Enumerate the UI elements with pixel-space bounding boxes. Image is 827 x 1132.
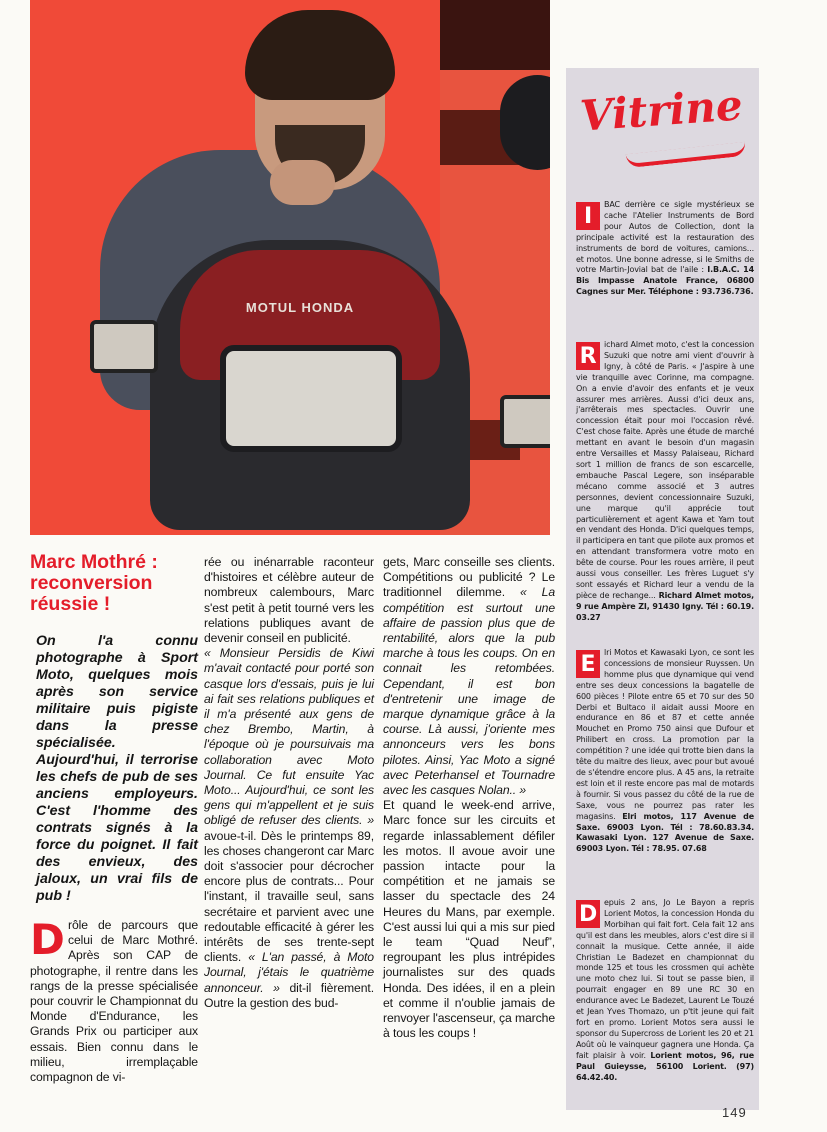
vitrine-sidebar (566, 68, 759, 1110)
drop-cap: R (576, 342, 600, 370)
sidebar-entry (576, 340, 754, 624)
column-text: dit-il fièrement. Outre la gestion des bud- (204, 980, 374, 1010)
column-text: rée ou inénarrable raconteur d'histoires et célèbre auteur de nombreux calembours, Marc s'est petit à petit tourné vers les relations publiques avant de devenir conseil en publicité. (204, 555, 374, 646)
entry-text: lri Motos et Kawasaki Lyon, ce sont les concessions de monsieur Ruyssen. Un homme plus que dynamique qui vend entre ses deux concessions la bagatelle de 600 pièces ! Pilote entre 65 et 70 sur des 50 Derbi et Bultaco il aidait aussi Moore en endurance en 86 et 87 et cette année Mouchet en Promo 750 ainsi que Dufour et Philibert en cross. La promotion par la compétition ? une idée qui trotte bien dans la tête du maitre des lieux, avec pour but avoué de s'étendre encore plus. A 45 ans, la retraite est loin et il reste encore pas mal de motards à fournir. Si vous passez du côté de la rue de Saxe, vous ne pourrez pas rater les magasins. (576, 648, 754, 821)
entry-text: BAC derrière ce sigle mystérieux se cache l'Atelier Instruments de Bord pour Autos de Collection, dont la principale activité est la restauration des instruments de bord de voitures, camions... et motos. Une bonne adresse, si le Smiths de votre Martin-Jovial bat de l'aile : (576, 200, 754, 275)
rider-hand (270, 160, 335, 205)
vitrine-logo: Vitrine (578, 80, 745, 141)
entry-address: I.B.A.C. 14 Bis Impasse Anatole France, 06800 Cagnes sur Mer. Téléphone : 93.736.736. (576, 265, 754, 297)
entry-address: Elri motos, 117 Avenue de Saxe. 69003 Lyon. Tél : 78.60.83.34. Kawasaki Lyon. 127 Avenue de Saxe. 69003 Lyon. Tél : 78.95. 07.68 (576, 811, 754, 854)
column-quote: « Monsieur Persidis de Kiwi m'avait contacté pour porté son casque lors d'essais, puis je lui ai fait ses relations publiques et il m'a présenté aux gens de chez Brembo, Martin, à l'époque où je poursuivais ma collaboration avec Moto Journal. Ce fut ensuite Yac Moto... Aujourd'hui, ce sont les gens qui m'appellent et je suis obligé de refuser des clients. » (204, 646, 374, 828)
drop-cap: D (30, 915, 65, 964)
entry-text: epuis 2 ans, Jo Le Bayon a repris Lorient Motos, la concession Honda du Morbihan qui fait fort. Cela fait 12 ans qu'il est dans les meubles, alors c'est dire si il connait la musique. Cette année, il aide Christian Le Badezet en championnat du monde 125 et tous les crossmen qui achète une moto chez lui. Si tout se passe bien, il pourrait engager en 89 une RC 30 en endurance avec Le Badezet, Laurent Le Touzé et Jean Yves Thomazo, un p'tit jeune qui fait fort en promo. Lorient Motos sera aussi le sponsor du Supercross de Lorient les 20 et 21 Août où le vainqueur gagnera une Honda. Ça fait plaisir à voir. (576, 898, 754, 1060)
photo-window (440, 0, 550, 70)
drop-cap: I (576, 202, 600, 230)
motorcycle-blinker-left (90, 320, 158, 373)
article-lead: On l'a connu photographe à Sport Moto, quelques mois après son service militaire puis pigiste dans la presse spécialisée. Aujourd'hui, il terrorise les chefs de pub de ses anciens employeurs. C'est l'homme des contrats signés à la force du poignet. Il fait des envieux, des jaloux, un vrai fils de pub ! (36, 633, 198, 904)
motorcycle-headlight (220, 345, 402, 452)
motorcycle-blinker-right (500, 395, 550, 448)
entry-address: Richard Almet motos, 9 rue Ampère ZI, 91430 Igny. Tél : 60.19. 03.27 (576, 590, 754, 622)
motorcycle-brand: MOTUL HONDA (245, 300, 355, 315)
sidebar-entry (576, 898, 754, 1083)
entry-address: Lorient motos, 96, rue Paul Guieysse, 56100 Lorient. (97) 64.42.40. (576, 1050, 754, 1082)
article-headline: Marc Mothré : reconversion réussie ! (30, 551, 158, 615)
column-text: rôle de parcours que celui de Marc Mothré. Après son CAP de photographe, il rentre dans les rangs de la presse spécialisée pour couvrir le Championnat du Monde d'Endurance, les Grands Prix ou participer aux essais. Bien connu dans le milieu, irremplaçable compagnon de vi- (30, 918, 198, 1085)
sidebar-entry (576, 648, 754, 855)
column-text: Et quand le week-end arrive, Marc fonce sur les circuits et regarde inlassablement défiler les motos. Il avoue avoir une passion intacte pour la compétition et ne jamais se lasser du spectacle des 24 Heures du Mans, par exemple. C'est aussi lui qui a mis sur pied le team “Quad Neuf”, regroupant les plus intrépides journalistes sur des quads Honda. Des idées, il en a plein et comme il n'oublie jamais de renvoyer l'ascenseur, ça marche à tous les coups ! (383, 798, 555, 1041)
drop-cap: D (576, 900, 600, 928)
article-photo (30, 0, 550, 535)
column-text: gets, Marc conseille ses clients. Compétitions ou publicité ? Le traditionnel dilemme. (383, 555, 555, 600)
entry-text: ichard Almet moto, c'est la concession Suzuki que notre ami vient d'ouvrir à Igny, à côté de Paris. « J'aspire à une vie tranquille avec Corinne, ma compagne. On a envie d'avoir des enfants et je veux assurer mes arrières. Aussi d'ici deux ans, j'arrêterais mes spectacles. Ouvrir une concession était pour moi l'occasion rêvé. C'est chose faite. Après une étude de marché mettant en avant le besoin d'un magasin entre Versailles et Massy Palaiseau, Richard sort 1 million de francs de son escarcelle, embauche Pascal Legere, son inséparable mécano comme associé et 3 autres personnes, devient concessionnaire Suzuki, une marque qu'il apprécie tout particulièrement et agent Kawa et Yam tout en vendant des Honda. D'ici quelques temps, il participera en tant que pilote aux promos et en attendant transformera votre moto en bête de course. Pour les roues arrière, il peut aussi vous conseiller. Les frères Luguet s'y sont essayés et Richard leur a vendu de la pièce de rechange... (576, 340, 754, 600)
rider-hair (245, 10, 395, 100)
column-text: avoue-t-il. Dès le printemps 89, les choses changeront car Marc doit s'associer pour décrocher encore plus de contrats... Pour l'instant, il travaille seul, sans secrétaire et parvient avec une redoutable efficacité à gérer les intérêts de ses trente-sept clients. (204, 828, 374, 965)
drop-cap: E (576, 650, 600, 678)
article-column-3 (383, 555, 555, 1042)
article-column-1 (30, 915, 198, 1085)
column-quote: « La compétition est surtout une affaire de passion plus que de rentabilité, alors que la pub marche à tous les coups. On en connait les retombées. Cependant, il est bon d'entretenir une image de marque dynamique grâce à la course. Là aussi, j'oriente mes annonceurs vers les bons pilotes. Ainsi, Yac Moto a signé avec Peterhansel et Tournadre avec les casques Nolan.. » (383, 585, 555, 798)
page-number: 149 (722, 1105, 747, 1120)
motorcycle-mirror (500, 75, 550, 170)
sidebar-entry (576, 200, 754, 298)
column-quote: « L'an passé, à Moto Journal, j'étais le quatrième annonceur. » (204, 950, 374, 995)
article-column-2 (204, 555, 374, 1011)
logo-swoosh-icon (626, 142, 747, 168)
